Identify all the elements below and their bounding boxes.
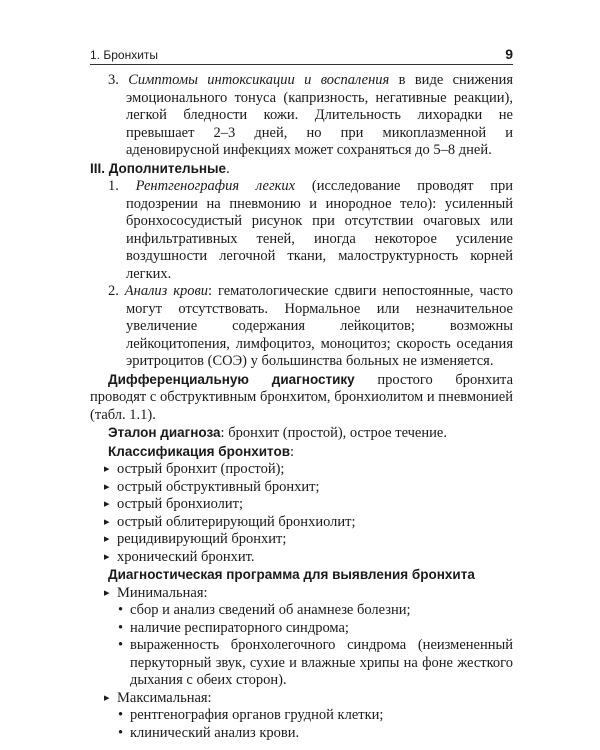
- triangle-bullet-icon: ▸: [104, 463, 110, 475]
- sub-list-item: • рентгенография органов грудной клетки;: [118, 707, 384, 723]
- list-item: ▸ острый обструктивный бронхит;: [104, 478, 320, 495]
- sub-list-item: • сбор и анализ сведений об анамнезе болезни;: [118, 602, 411, 618]
- item-text: в виде снижения эмоционального тонуса (капризность, негативные реакции), легкой бледности кожи. Длительность лихорадки не превышает 2–3 дней, но при микоплазменной и аденовирусной инфекциях может сохраняться до 5–8 дней.: [126, 72, 514, 158]
- triangle-bullet-icon: ▸: [104, 550, 110, 563]
- item-number: 3.: [108, 72, 119, 88]
- classification-list: [90, 461, 513, 566]
- triangle-bullet-icon: ▸: [104, 586, 110, 599]
- header-section-title: 1. Бронхиты: [90, 48, 159, 62]
- triangle-bullet-icon: ▸: [104, 533, 110, 545]
- additional-item-1: [90, 178, 513, 283]
- dot-bullet-icon: •: [118, 619, 124, 636]
- dot-bullet-icon: •: [118, 637, 124, 653]
- triangle-bullet-icon: ▸: [104, 480, 110, 493]
- sub-list-item: • клинический анализ крови.: [118, 724, 300, 741]
- triangle-bullet-icon: ▸: [104, 691, 110, 704]
- item-number: 2.: [108, 283, 119, 299]
- list-item: ▸ острый бронхиолит;: [104, 496, 244, 512]
- item-title: Анализ крови: [124, 283, 209, 299]
- triangle-bullet-icon: ▸: [104, 498, 110, 510]
- list-item: ▸ рецидивирующий бронхит;: [104, 531, 287, 547]
- diagnosis-standard: [90, 424, 513, 443]
- triangle-bullet-icon: ▸: [104, 515, 110, 528]
- item-text: : гематологические сдвиги непостоянные, часто могут отсутствовать. Нормальное или незначительное увеличение содержания лейкоцитов; возможны лейкоцитопения, лимфоцитоз, моноцитоз; скорость оседания эритроцитов (СОЭ) у большинства больных не изменяется.: [126, 283, 513, 369]
- list-item: ▸ острый облитерирующий бронхиолит;: [104, 513, 356, 530]
- page-body: [90, 72, 513, 742]
- paragraph-title: Эталон диагноза: [108, 425, 221, 440]
- sub-list-item: • выраженность бронхолегочного синдрома (неизмененный перкуторный звук, сухие и влажные хрипы на фоне жесткого дыхания с обеих сторон).: [118, 637, 513, 688]
- additional-item-2: [90, 283, 513, 371]
- dot-bullet-icon: •: [118, 602, 124, 618]
- page-number: 9: [505, 46, 513, 62]
- diagnostic-program-list: [90, 585, 513, 743]
- list-item: ▸ острый бронхит (простой);: [104, 461, 285, 477]
- sub-list-item: • наличие респираторного синдрома;: [118, 619, 349, 636]
- dot-bullet-icon: •: [118, 724, 124, 741]
- item-number: 1.: [108, 178, 119, 194]
- running-header: [90, 42, 513, 62]
- list-item-maximal: ▸ Максимальная:: [104, 689, 212, 706]
- item-title: Рентгенография легких: [135, 178, 296, 194]
- section-heading-additional: III. Дополнительные.: [90, 160, 230, 177]
- paragraph-text: простого бронхита проводят с обструктивным бронхитом, бронхиолитом и пневмонией (табл. 1.1).: [90, 371, 514, 423]
- header-rule: [90, 64, 513, 65]
- differential-diagnosis-paragraph: [90, 371, 513, 425]
- item-title: Симптомы интоксикации и воспаления: [128, 72, 390, 88]
- list-item: ▸ хронический бронхит.: [104, 548, 255, 565]
- paragraph-title: Дифференциальную диагностику: [108, 371, 355, 387]
- paragraph-text: : бронхит (простой), острое течение.: [220, 425, 447, 441]
- dot-bullet-icon: •: [118, 707, 124, 723]
- item-text: (исследование проводят при подозрении на пневмонию и инородное тело): усиленный бронхососудистый рисунок при отсутствии очаговых или инфильтративных теней, иногда некоторое усиление воздушности легочной ткани, малоструктурность корней легких.: [126, 178, 514, 282]
- diagnostic-program-heading: Диагностическая программа для выявления бронхита: [108, 567, 475, 582]
- symptom-item-3: [90, 72, 513, 160]
- list-item-minimal: ▸ Минимальная:: [104, 584, 208, 601]
- classification-heading: Классификация бронхитов:: [108, 443, 295, 460]
